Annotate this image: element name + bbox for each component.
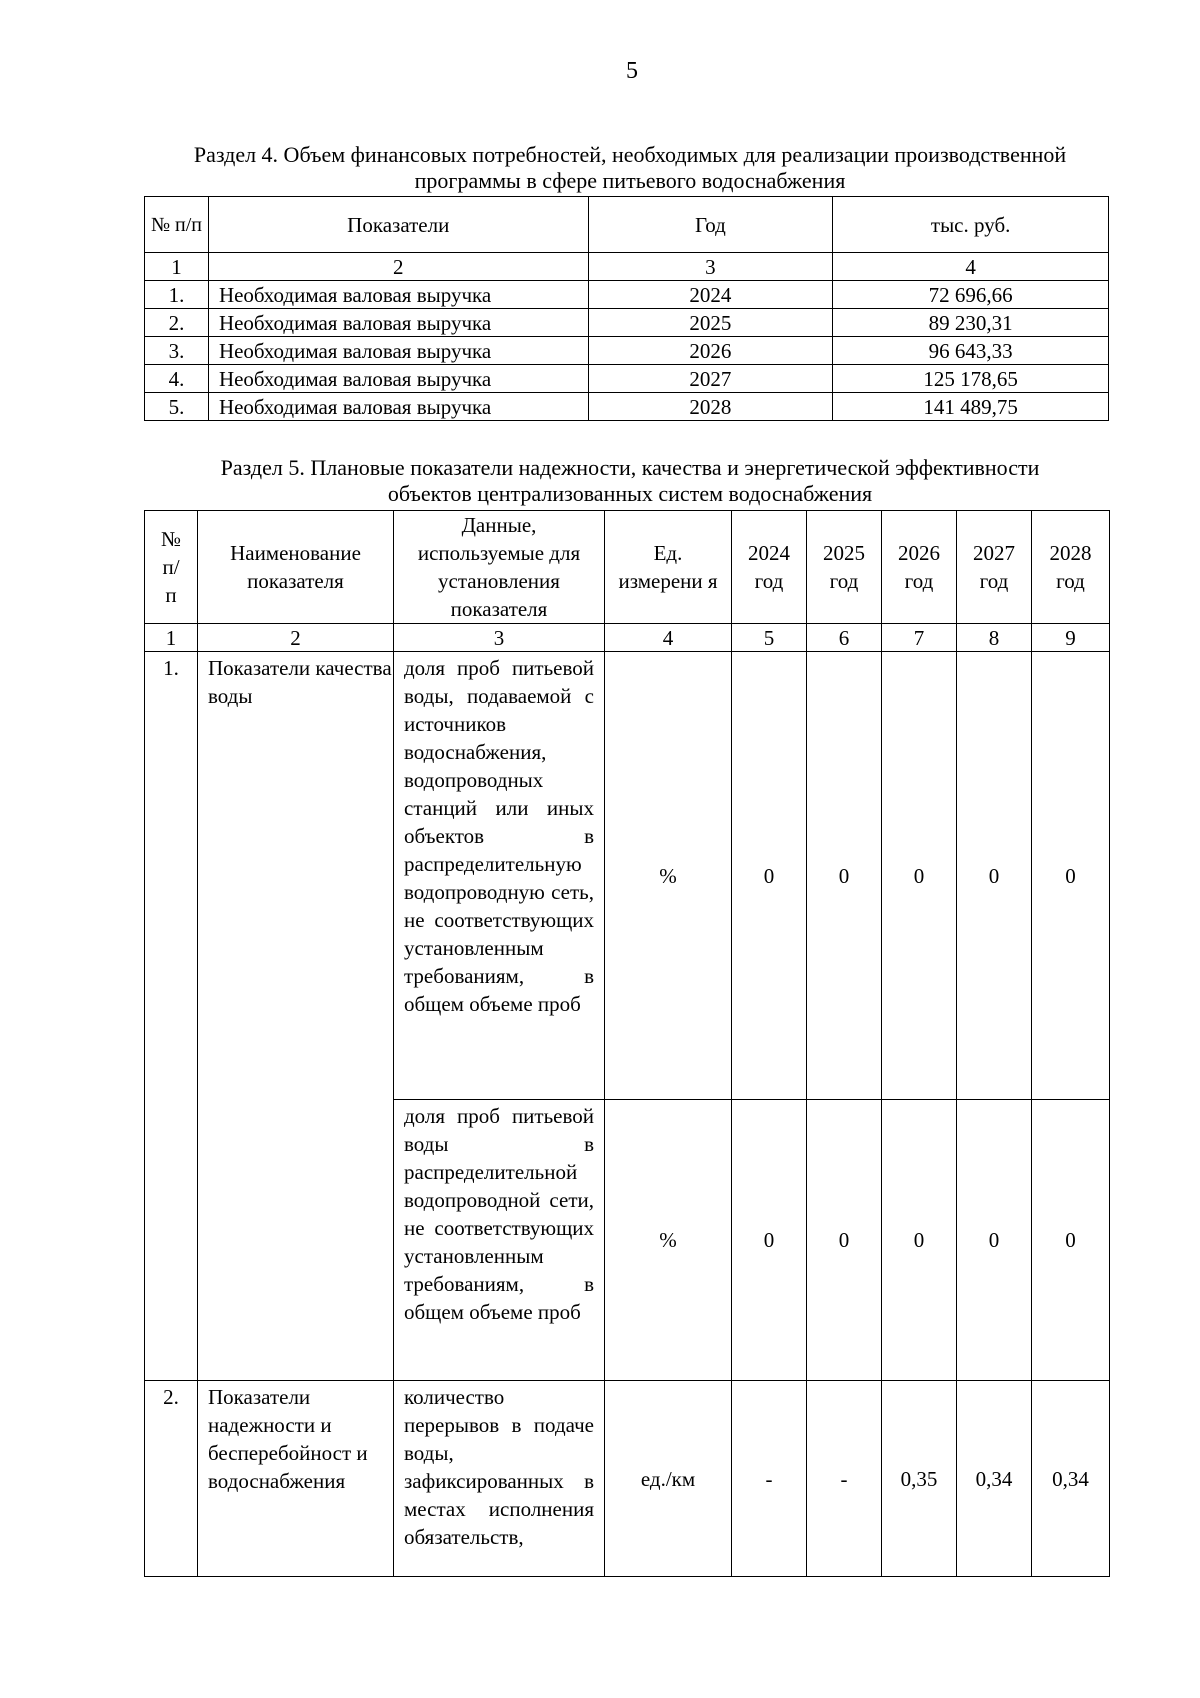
row-indicator: Необходимая валовая выручка [208, 365, 588, 393]
row-num: 4. [145, 365, 209, 393]
table-row [145, 309, 1109, 337]
col-number: 7 [882, 624, 957, 652]
row-year: 2027 [588, 365, 833, 393]
row-value-2025: - [807, 1381, 882, 1577]
col-number: 2 [208, 253, 588, 281]
header-num: № п/ п [145, 511, 198, 624]
reliability-indicators-table [144, 510, 1110, 1577]
col-number: 8 [957, 624, 1032, 652]
header-data: Данные, используемые для установления показателя [394, 511, 605, 624]
col-number: 6 [807, 624, 882, 652]
row-num: 5. [145, 393, 209, 421]
table-row [145, 652, 1110, 1100]
row-value-2025: 0 [807, 1100, 882, 1381]
row-indicator: Необходимая валовая выручка [208, 309, 588, 337]
row-indicator: Необходимая валовая выручка [208, 393, 588, 421]
row-amount: 125 178,65 [833, 365, 1109, 393]
section4-title [144, 142, 1116, 194]
row-value-2027: 0,34 [957, 1381, 1032, 1577]
row-description: количество перерывов в подаче воды, зафиксированных в местах исполнения обязательств, [394, 1381, 605, 1577]
row-value-2026: 0 [882, 652, 957, 1100]
row-amount: 89 230,31 [833, 309, 1109, 337]
row-name: Показатели надежности и бесперебойност и водоснабжения [198, 1381, 394, 1577]
table-header-row [145, 511, 1110, 624]
row-year: 2026 [588, 337, 833, 365]
row-value-2024: 0 [732, 652, 807, 1100]
row-value-2028: 0 [1032, 1100, 1110, 1381]
row-value-2026: 0 [882, 1100, 957, 1381]
column-numbers-row [145, 624, 1110, 652]
header-name: Наименование показателя [198, 511, 394, 624]
header-year-2024: 2024 год [732, 511, 807, 624]
row-amount: 141 489,75 [833, 393, 1109, 421]
header-year-2026: 2026 год [882, 511, 957, 624]
row-amount: 96 643,33 [833, 337, 1109, 365]
section5-title-line1: Раздел 5. Плановые показатели надежности, качества и энергетической эффективности [220, 455, 1040, 480]
col-number: 9 [1032, 624, 1110, 652]
section4-title-line1: Раздел 4. Объем финансовых потребностей, необходимых для реализации производственной [193, 142, 1067, 167]
financial-needs-table [144, 196, 1109, 421]
col-number: 3 [394, 624, 605, 652]
row-value-2024: - [732, 1381, 807, 1577]
row-unit: % [605, 1100, 732, 1381]
section4-title-line2: программы в сфере питьевого водоснабжения [414, 168, 846, 193]
col-number: 4 [605, 624, 732, 652]
row-unit: ед./км [605, 1381, 732, 1577]
row-indicator: Необходимая валовая выручка [208, 281, 588, 309]
row-name: Показатели качества воды [198, 652, 394, 1381]
header-year: Год [588, 197, 833, 253]
row-indicator: Необходимая валовая выручка [208, 337, 588, 365]
row-value-2027: 0 [957, 652, 1032, 1100]
header-year-2028: 2028 год [1032, 511, 1110, 624]
header-unit: Ед. измерени я [605, 511, 732, 624]
header-num: № п/п [145, 197, 209, 253]
row-description: доля проб питьевой воды в распределительной водопроводной сети, не соответствующих установленным требованиям, в общем объеме проб [394, 1100, 605, 1381]
header-indicator: Показатели [208, 197, 588, 253]
row-year: 2025 [588, 309, 833, 337]
row-value-2024: 0 [732, 1100, 807, 1381]
row-description: доля проб питьевой воды, подаваемой с источников водоснабжения, водопроводных станций или иных объектов в распределительную водопроводную сеть, не соответствующих установленным требованиям, в общем объеме проб [394, 652, 605, 1100]
row-value-2027: 0 [957, 1100, 1032, 1381]
section5-title-line2: объектов централизованных систем водоснабжения [387, 481, 873, 506]
table-row [145, 365, 1109, 393]
row-value-2026: 0,35 [882, 1381, 957, 1577]
section5-title [144, 455, 1116, 507]
row-num: 1. [145, 652, 198, 1381]
row-num: 2. [145, 309, 209, 337]
col-number: 5 [732, 624, 807, 652]
row-value-2025: 0 [807, 652, 882, 1100]
col-number: 1 [145, 624, 198, 652]
table-header-row [145, 197, 1109, 253]
col-number: 2 [198, 624, 394, 652]
table-row [145, 337, 1109, 365]
col-number: 1 [145, 253, 209, 281]
column-numbers-row [145, 253, 1109, 281]
table-row [145, 393, 1109, 421]
row-num: 3. [145, 337, 209, 365]
table-row [145, 1381, 1110, 1577]
header-amount: тыс. руб. [833, 197, 1109, 253]
table-row [145, 281, 1109, 309]
row-year: 2024 [588, 281, 833, 309]
page-number: 5 [626, 58, 638, 84]
row-year: 2028 [588, 393, 833, 421]
row-value-2028: 0 [1032, 652, 1110, 1100]
col-number: 3 [588, 253, 833, 281]
row-num: 2. [145, 1381, 198, 1577]
header-year-2025: 2025 год [807, 511, 882, 624]
row-unit: % [605, 652, 732, 1100]
row-amount: 72 696,66 [833, 281, 1109, 309]
header-year-2027: 2027 год [957, 511, 1032, 624]
col-number: 4 [833, 253, 1109, 281]
row-value-2028: 0,34 [1032, 1381, 1110, 1577]
row-num: 1. [145, 281, 209, 309]
